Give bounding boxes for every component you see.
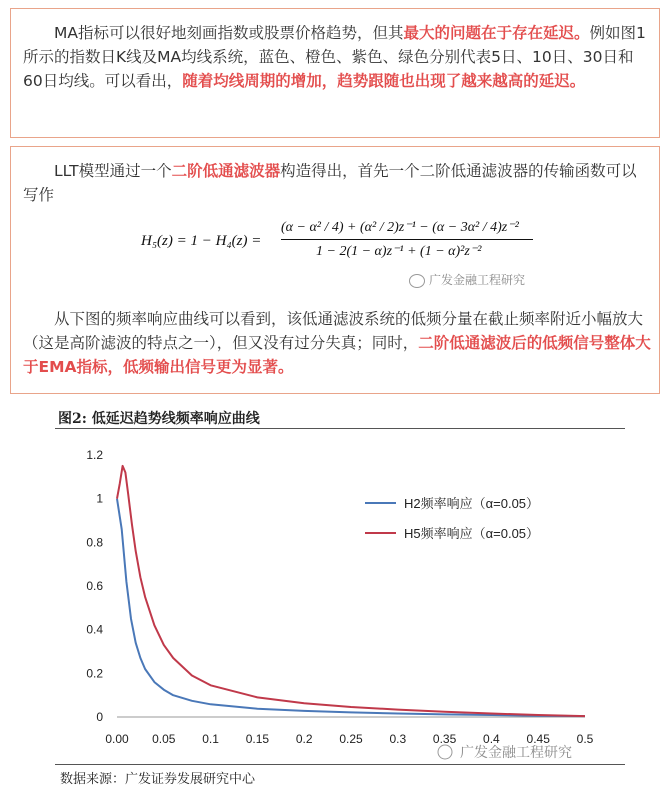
y-tick-label: 1.2 <box>86 448 103 462</box>
y-tick-label: 0.4 <box>86 622 103 637</box>
formula-watermark <box>409 271 525 288</box>
x-tick-label: 0.45 <box>526 732 550 746</box>
x-tick-label: 0.15 <box>245 732 270 746</box>
data-source-note: 数据来源：广发证券发展研究中心 <box>60 772 256 787</box>
highlighted-text: 随着均线周期的增加，趋势跟随也出现了越来越高的延迟。 <box>182 72 586 90</box>
x-tick-label: 0.2 <box>295 732 313 746</box>
body-text: 构造得出，首先一个二阶低通滤波器的传输函数可以写作 <box>23 162 637 204</box>
intro-callout-box <box>10 8 660 138</box>
highlighted-text: 最大的问题在于存在延迟。 <box>403 24 590 42</box>
legend-label-1: H2频率响应（α=0.05） <box>404 496 540 511</box>
formula-denominator: 1 − 2(1 − α)z⁻¹ + (1 − α)²z⁻² <box>316 244 482 259</box>
y-tick-label: 0.2 <box>86 666 103 681</box>
y-tick-label: 0 <box>96 710 103 724</box>
x-tick-label: 0.05 <box>152 732 176 746</box>
chart-watermark <box>438 744 572 760</box>
body-text: MA指标可以很好地刻画指数或股票价格趋势，但其 <box>54 24 404 42</box>
figure-bottom-rule <box>55 764 625 765</box>
transfer-function-formula <box>141 219 561 263</box>
figure-top-rule <box>55 428 625 429</box>
chart-watermark-text: 广发金融工程研究 <box>460 744 572 760</box>
formula-watermark-text: 广发金融工程研究 <box>429 273 526 287</box>
x-tick-label: 0.00 <box>105 732 129 746</box>
frequency-response-chart <box>0 430 670 762</box>
x-tick-label: 0.25 <box>339 732 363 746</box>
y-tick-labels <box>86 448 103 724</box>
formula-lhs: H₅(z) = 1 − H₄(z) = <box>141 233 262 249</box>
fraction-bar <box>281 239 533 240</box>
wechat-icon <box>409 274 425 288</box>
chart-legend <box>365 496 539 541</box>
y-tick-label: 0.6 <box>86 579 103 593</box>
wechat-icon <box>438 745 452 759</box>
figure-title: 图2: 低延迟趋势线频率响应曲线 <box>58 411 260 427</box>
x-tick-label: 0.4 <box>483 732 500 746</box>
body-text: LLT模型通过一个 <box>54 162 172 180</box>
y-tick-label: 1 <box>96 491 103 506</box>
llt-intro-paragraph <box>23 159 651 207</box>
highlighted-text: 二阶低通滤波后的低频信号整体大于EMA指标，低频输出信号更为显著。 <box>23 334 651 376</box>
formula-numerator: (α − α² / 4) + (α² / 2)z⁻¹ − (α − 3α² / 4)z⁻² <box>281 220 519 235</box>
llt-callout-box <box>10 146 660 394</box>
x-tick-label: 0.3 <box>389 732 407 746</box>
frequency-response-paragraph <box>23 307 651 379</box>
body-text: 从下图的频率响应曲线可以看到，该低通滤波系统的低频分量在截止频率附近小幅放大（这是高阶滤波的特点之一），但又没有过分失真；同时， <box>23 310 644 352</box>
y-tick-label: 0.8 <box>86 535 103 550</box>
highlighted-text: 二阶低通滤波器 <box>171 162 281 180</box>
legend-label-2: H5频率响应（α=0.05） <box>404 526 540 541</box>
ma-lag-paragraph <box>23 21 651 93</box>
body-text: 例如图1所示的指数日K线及MA均线系统，蓝色、橙色、紫色、绿色分别代表5日、10日、30日和60日均线。可以看出， <box>23 24 646 90</box>
x-tick-label: 0.5 <box>576 732 594 746</box>
x-tick-label: 0.1 <box>202 732 219 746</box>
x-tick-label: 0.35 <box>432 732 457 746</box>
